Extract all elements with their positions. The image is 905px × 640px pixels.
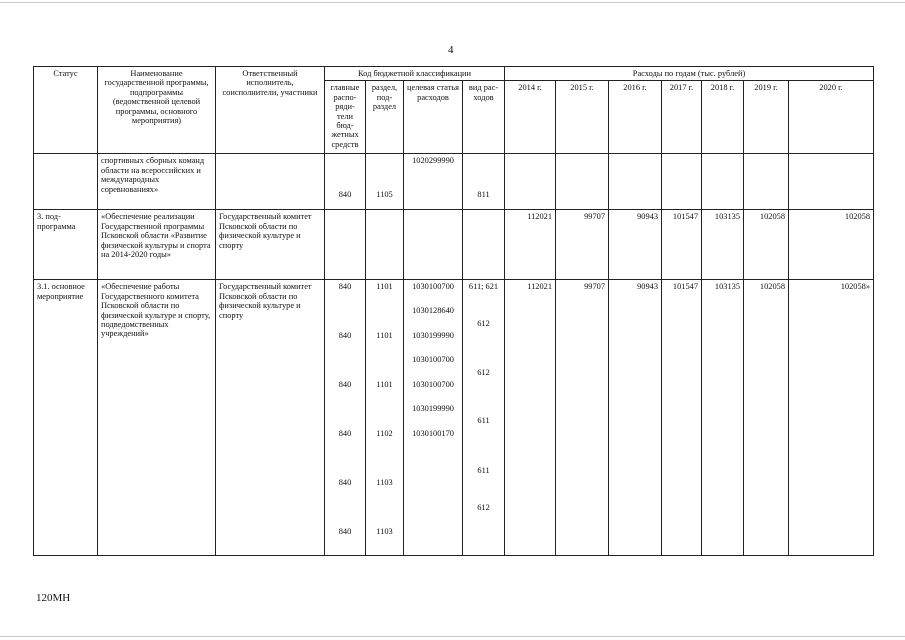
cell-target: 1020299990 <box>404 154 463 210</box>
table-row <box>34 210 874 280</box>
header-name: Наименование государственной программы, подпрограммы (ведомственной целевой программы, основного мероприятия) <box>98 67 216 154</box>
section-value: 1101 <box>376 282 393 292</box>
header-year-2020: 2020 г. <box>789 81 874 154</box>
cell-section <box>366 280 404 556</box>
cell-status <box>34 154 98 210</box>
cell-2020: 102058 <box>789 210 874 280</box>
table-row <box>34 154 874 210</box>
budget-table <box>33 66 874 556</box>
cell-2016: 90943 <box>609 280 662 556</box>
cell-name: «Обеспечение работы Государственного комитета Псковской области по физической культуре и спорту, подведомственных учреждений» <box>98 280 216 556</box>
header-section: раздел, под-раздел <box>366 81 404 154</box>
target-value: 1030100700 <box>412 380 454 390</box>
header-year-2014: 2014 г. <box>505 81 556 154</box>
target-value: 1030199990 <box>412 331 454 341</box>
expense-type-value: 611 <box>477 466 490 476</box>
header-year-2018: 2018 г. <box>702 81 744 154</box>
cell-2016: 90943 <box>609 210 662 280</box>
cell-status: 3.1. основное мероприятие <box>34 280 98 556</box>
target-value: 1030128640 <box>412 306 454 316</box>
cell-2018: 103135 <box>702 280 744 556</box>
grbs-value: 840 <box>338 331 352 341</box>
scan-edge-bottom <box>0 636 905 637</box>
cell-name: «Обеспечение реализации Государственной программы Псковской области «Развитие физической культуры и спорта на 2014-2020 годы» <box>98 210 216 280</box>
cell-executor: Государственный комитет Псковской области по физической культуре и спорту <box>216 210 325 280</box>
header-expense-type: вид рас-ходов <box>463 81 505 154</box>
section-value: 1101 <box>376 380 393 390</box>
cell-executor <box>216 154 325 210</box>
cell-2014: 112021 <box>505 210 556 280</box>
cell-2019: 102058 <box>744 210 789 280</box>
target-value: 1030100170 <box>412 429 454 439</box>
cell-target <box>404 280 463 556</box>
cell-2018: 103135 <box>702 210 744 280</box>
header-executor: Ответственный исполнитель, соисполнители, участники <box>216 67 325 154</box>
header-year-2015: 2015 г. <box>556 81 609 154</box>
header-year-2016: 2016 г. <box>609 81 662 154</box>
section-value: 1103 <box>376 527 393 537</box>
header-year-2017: 2017 г. <box>662 81 702 154</box>
grbs-value: 840 <box>338 478 352 488</box>
grbs-value: 840 <box>338 282 352 292</box>
header-budget-code: Код бюджетной классификации <box>325 67 505 81</box>
header-grbs: главные распо-ряди-тели бюд-жетных средств <box>325 81 366 154</box>
cell-2015: 99707 <box>556 210 609 280</box>
header-year-2019: 2019 г. <box>744 81 789 154</box>
cell-2019: 102058 <box>744 280 789 556</box>
expense-type-value: 611; 621 <box>468 282 499 292</box>
grbs-value: 840 <box>338 429 352 439</box>
header-expenses: Расходы по годам (тыс. рублей) <box>505 67 874 81</box>
cell-2017: 101547 <box>662 280 702 556</box>
expense-type-value: 611 <box>477 416 490 426</box>
expense-type-value: 612 <box>477 503 490 513</box>
section-value: 1101 <box>376 331 393 341</box>
target-value: 1030199990 <box>412 404 454 414</box>
cell-expense-type: 811 <box>463 154 505 210</box>
cell-executor: Государственный комитет Псковской области по физической культуре и спорту <box>216 280 325 556</box>
cell-grbs <box>325 280 366 556</box>
cell-2020: 102058» <box>789 280 874 556</box>
table-row <box>34 280 874 556</box>
target-value: 1030100700 <box>412 355 454 365</box>
document-code: 120МН <box>36 592 71 604</box>
target-value: 1030100700 <box>412 282 454 292</box>
grbs-value: 840 <box>338 380 352 390</box>
header-row-top <box>34 67 874 81</box>
scan-edge-top <box>0 2 905 3</box>
cell-2014: 112021 <box>505 280 556 556</box>
cell-section: 1105 <box>366 154 404 210</box>
header-status: Статус <box>34 67 98 154</box>
expense-type-value: 612 <box>477 368 490 378</box>
cell-expense-type <box>463 280 505 556</box>
grbs-value: 840 <box>338 527 352 537</box>
cell-grbs: 840 <box>325 154 366 210</box>
section-value: 1102 <box>376 429 393 439</box>
expense-type-value: 612 <box>477 319 490 329</box>
cell-name: спортивных сборных команд области на всероссийских и международных соревнованиях» <box>98 154 216 210</box>
page-number: 4 <box>448 44 454 56</box>
cell-2015: 99707 <box>556 280 609 556</box>
section-value: 1103 <box>376 478 393 488</box>
header-target: целевая статья расходов <box>404 81 463 154</box>
cell-status: 3. под-программа <box>34 210 98 280</box>
cell-2017: 101547 <box>662 210 702 280</box>
